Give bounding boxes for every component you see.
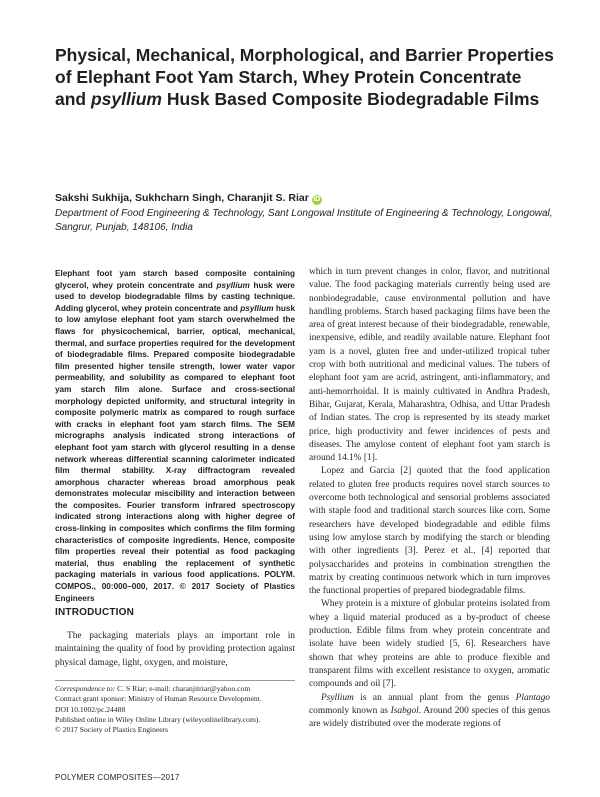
p4-italic-1: Psyllium [321, 692, 354, 703]
affiliation: Department of Food Engineering & Technology, Sant Longowal Institute of Engineering & Technology, Longowal, Sangrur, Punjab, 148106, India [55, 208, 553, 233]
p4-text-2: commonly known as [309, 705, 391, 716]
footnote-sponsor: Contract grant sponsor: Ministry of Human Resource Development. [55, 694, 262, 704]
p4-text-1: is an annual plant from the genus [353, 692, 516, 703]
title-text-end: Husk Based Composite Biodegradable Films [161, 89, 540, 109]
authors-text: Sakshi Sukhija, Sukhcharn Singh, Charanjit S. Riar [55, 192, 309, 204]
body-paragraph-4 [309, 692, 550, 732]
abstract-text-1: Elephant foot yam starch based composite containing glycerol, whey protein concentrate and [55, 269, 295, 290]
abstract-text-3: husk to low amylose elephant foot yam starch overwhelmed the flaws for physicochemical, barrier, optical, mechanical, thermal, and surface properties required for the development of biodegradable films. Prepared composite biodegradable film presented higher tensile strength, lower water vapor permeability, and solubility as compared to elephant foot yam starch film alone. Surface and cross-sectional morphology depicted uniformity, and structural integrity in composite polymeric matrix as compared to rough surface with cracks in elephant foot yam starch films. The SEM micrographs analysis indicated strong interactions of elephant foot yam starch with glycerol resulting in a dense network whereas differential scanning calorimeter indicated film thermal stability. X-ray diffractogram revealed amorphous character whereas broad amorphous peak demonstrates molecular miscibility and interaction between the composites. Fourier transform infrared spectroscopy indicated strong interactions along with higher degree of cross-linking in composites which confirms the film forming characteristics of composite ingredients. Hence, composite film properties reveal their potential as food packaging material, thus enabling the replacement of synthetic packaging materials in various food applications. POLYM. COMPOS., 00:000–000, 2017. © 2017 Society of Plastics Engineers [55, 303, 295, 603]
right-column [309, 266, 550, 731]
footnote-copyright: © 2017 Society of Plastics Engineers [55, 725, 169, 735]
abstract-italic-2: psyllium [240, 303, 274, 313]
title-text: Physical, Mechanical, Morphological, and Barrier Properties of Elephant Foot Yam Starch, Whey Protein Concentrate and [55, 45, 554, 109]
correspondence-email[interactable]: C. S Riar; e-mail: charanjitriar@yahoo.com [115, 684, 251, 693]
abstract-italic-1: psyllium [216, 280, 250, 290]
p4-italic-3: Isabgol [390, 705, 419, 716]
page-footer: POLYMER COMPOSITES—2017 [55, 773, 180, 782]
p4-text-3: . Around 200 species of this genus are widely distributed over the moderate regions of [309, 705, 550, 730]
correspondence-label: Correspondence to: [55, 684, 116, 693]
body-paragraph-3: Whey protein is a mixture of globular proteins isolated from whey a liquid material produced as a by-product of cheese production. Edible films from whey protein concentrate and isolate have been widely studied [5, 6]. Researchers have shown that whey proteins are able to produce flexible and transparent films with excellent resistance to oxygen, aromatic compounds and oil [7]. [309, 599, 550, 690]
footnote-doi[interactable]: DOI 10.1002/pc.24488 [55, 704, 126, 714]
abstract [55, 268, 295, 604]
orcid-icon[interactable]: iD [313, 196, 321, 203]
author-list [55, 192, 555, 205]
body-paragraph-1: which in turn prevent changes in color, flavor, and nutritional value. The food packaging materials currently being used are nonbiodegradable, cause environmental pollution and have handling problems. Starch based packaging films have been the area of great interest because of their biodegradable, renewable, inexpensive, edible, and readily available nature. Elephant foot yam is a novel, gluten free and under-utilized tropical tuber crop with both nutritional and medicinal values. The tubers of elephant foot yam are acrid, astringent, anti-inflammatory, and anti-hemorrhoidal. It is mainly cultivated in Andhra Pradesh, Bihar, Gujarat, Kerala, Maharashtra, Odhisa, and Uttar Pradesh of Indian states. The crop is represented by its steady market price, high productivity and fewer incidences of pests and diseases. The amylose content of elephant foot yam starch is around 14.1% [1]. [309, 267, 550, 464]
abstract-text-2: husk were used to develop biodegradable films by casting technique. Adding glycerol, whey protein concentrate and [55, 280, 295, 313]
footnote-published: Published online in Wiley Online Library (wileyonlinelibrary.com). [55, 714, 261, 724]
article-title [55, 44, 555, 110]
intro-paragraph: The packaging materials plays an important role in maintaining the quality of food by providing protection against physical damage, light, oxygen, and moisture, [55, 631, 295, 668]
p4-italic-2: Plantago [515, 692, 550, 703]
body-paragraph-2: Lopez and Garcia [2] quoted that the food application related to gluten free products requires novel starch sources to overcome both technological and sensorial problems associated with staple food and traditional starch sources like corn. Some researchers have developed biodegradable and edible films using low amylose starch by modifying the starch or blending with other ingredients [3]. Perez et al., [4] reported that polysaccharides and proteins in combination strengthen the matrix by creating continuous network which in turn improves the functional properties of prepared biodegradable films. [309, 466, 550, 597]
footnote-correspondence [55, 684, 300, 694]
section-heading-introduction: INTRODUCTION [55, 607, 135, 618]
title-italic: psyllium [90, 89, 162, 109]
footnote-divider [55, 680, 295, 681]
footnotes [55, 684, 300, 735]
